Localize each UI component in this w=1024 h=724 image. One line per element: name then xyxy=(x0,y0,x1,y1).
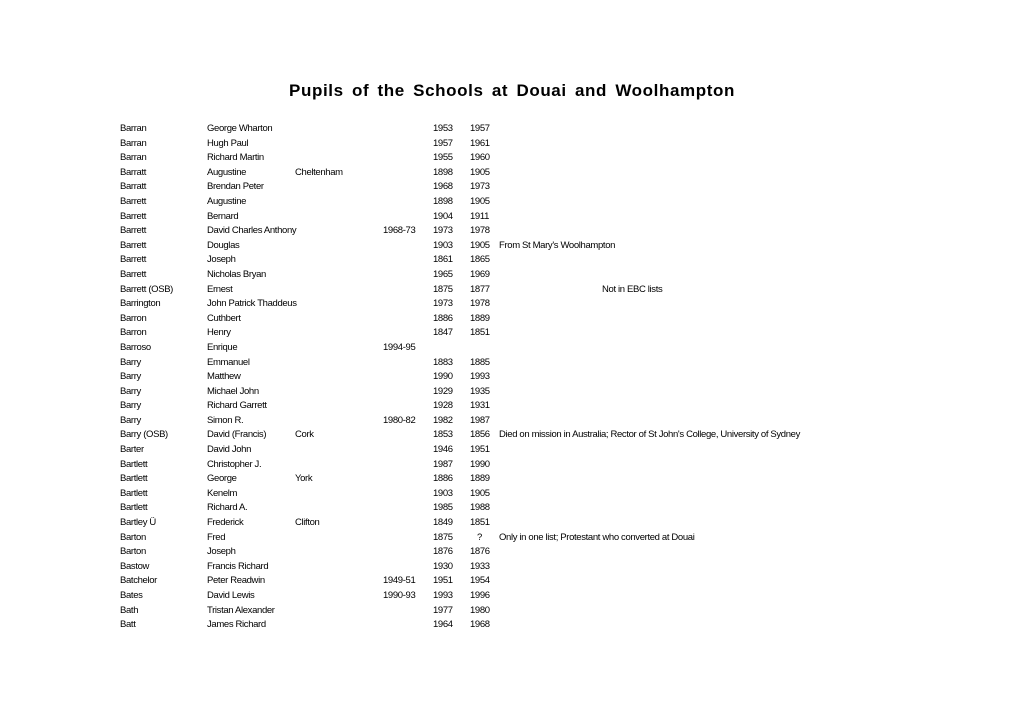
note-cell: Only in one list; Protestant who converted at Douai xyxy=(499,531,695,543)
first-names-cell: Emmanuel xyxy=(207,356,250,368)
leaving-year-cell: 1990 xyxy=(470,458,490,470)
leaving-year-cell: 1905 xyxy=(470,487,490,499)
surname-cell: Bartlett xyxy=(120,502,148,514)
surname-cell: Barrett xyxy=(120,210,147,222)
surname-cell: Barter xyxy=(120,444,144,456)
first-names-cell: David Lewis xyxy=(207,590,255,601)
leaving-year-cell: 1969 xyxy=(470,268,490,280)
surname-cell: Barrington xyxy=(120,298,161,310)
prep-years-cell: 1949-51 xyxy=(383,575,416,587)
leaving-year-cell: 1905 xyxy=(470,239,490,251)
first-names-cell: Peter Readwin xyxy=(207,575,265,587)
prep-years-cell: 1980-82 xyxy=(383,414,416,426)
surname-cell: Barran xyxy=(120,137,147,149)
entry-year-cell: 1898 xyxy=(433,195,453,207)
leaving-year-cell: 1905 xyxy=(470,166,490,178)
page-title: Pupils of the Schools at Douai and Woolhampton xyxy=(289,81,735,100)
first-names-cell: Brendan Peter xyxy=(207,181,264,193)
first-names-cell: David John xyxy=(207,444,252,456)
leaving-year-cell: 1987 xyxy=(470,414,490,426)
entry-year-cell: 1977 xyxy=(433,604,453,616)
surname-cell: Barran xyxy=(120,123,147,134)
leaving-year-cell: 1961 xyxy=(470,137,490,149)
first-names-cell: Richard Garrett xyxy=(207,400,267,412)
surname-cell: Barry xyxy=(120,414,141,426)
surname-cell: Barratt xyxy=(120,166,147,178)
entry-year-cell: 1861 xyxy=(433,254,453,266)
entry-year-cell: 1886 xyxy=(433,473,453,485)
surname-cell: Barrett xyxy=(120,239,147,251)
leaving-year-cell: 1951 xyxy=(470,444,490,456)
first-names-cell: Christopher J. xyxy=(207,458,262,470)
first-names-cell: Joseph xyxy=(207,546,236,558)
entry-year-cell: 1849 xyxy=(433,517,453,529)
leaving-year-cell: 1905 xyxy=(470,195,490,207)
entry-year-cell: 1985 xyxy=(433,502,453,514)
first-names-cell: Douglas xyxy=(207,239,240,251)
town-cell: Clifton xyxy=(295,517,320,529)
leaving-year-cell: 1876 xyxy=(470,546,490,558)
entry-year-cell: 1957 xyxy=(433,137,453,149)
surname-cell: Barroso xyxy=(120,341,151,353)
first-names-cell: James Richard xyxy=(207,619,266,631)
entry-year-cell: 1904 xyxy=(433,210,453,222)
first-names-cell: Fred xyxy=(207,531,226,543)
leaving-year-cell: 1993 xyxy=(470,371,490,383)
leaving-year-cell: 1877 xyxy=(470,283,490,295)
surname-cell: Barrett (OSB) xyxy=(120,283,173,295)
first-names-cell: Enrique xyxy=(207,341,238,353)
surname-cell: Barry (OSB) xyxy=(120,429,168,441)
leaving-year-cell: 1931 xyxy=(470,400,490,412)
surname-cell: Bath xyxy=(120,604,139,616)
surname-cell: Barron xyxy=(120,312,147,324)
first-names-cell: Nicholas Bryan xyxy=(207,268,266,280)
surname-cell: Barron xyxy=(120,327,147,339)
first-names-cell: Simon R. xyxy=(207,414,244,426)
entry-year-cell: 1990 xyxy=(433,371,453,383)
prep-years-cell: 1990-93 xyxy=(383,590,416,601)
surname-cell: Barratt xyxy=(120,181,147,193)
entry-year-cell: 1875 xyxy=(433,531,453,543)
surname-cell: Batchelor xyxy=(120,575,157,587)
first-names-cell: Matthew xyxy=(207,371,241,383)
first-names-cell: John Patrick Thaddeus xyxy=(207,298,297,310)
entry-year-cell: 1987 xyxy=(433,458,453,470)
entry-year-cell: 1951 xyxy=(433,575,453,587)
leaving-year-cell: 1996 xyxy=(470,590,490,601)
entry-year-cell: 1883 xyxy=(433,356,453,368)
leaving-year-cell: ? xyxy=(477,531,482,543)
surname-cell: Barran xyxy=(120,152,147,164)
surname-cell: Barrett xyxy=(120,195,147,207)
leaving-year-cell: 1980 xyxy=(470,604,490,616)
surname-cell: Barry xyxy=(120,371,141,383)
first-names-cell: Bernard xyxy=(207,210,239,222)
leaving-year-cell: 1968 xyxy=(470,619,490,631)
surname-cell: Barrett xyxy=(120,225,147,237)
entry-year-cell: 1929 xyxy=(433,385,453,397)
first-names-cell: Richard Martin xyxy=(207,152,264,164)
leaving-year-cell: 1957 xyxy=(470,123,490,134)
entry-year-cell: 1964 xyxy=(433,619,453,631)
first-names-cell: David (Francis) xyxy=(207,429,267,441)
entry-year-cell: 1930 xyxy=(433,560,453,572)
first-names-cell: Frederick xyxy=(207,517,244,529)
entry-year-cell: 1875 xyxy=(433,283,453,295)
entry-year-cell: 1953 xyxy=(433,123,453,134)
first-names-cell: Henry xyxy=(207,327,231,339)
note-cell: From St Mary's Woolhampton xyxy=(499,239,616,251)
prep-years-cell: 1968-73 xyxy=(383,225,416,237)
surname-cell: Bartlett xyxy=(120,458,148,470)
first-names-cell: Richard A. xyxy=(207,502,248,514)
leaving-year-cell: 1911 xyxy=(470,210,490,222)
first-names-cell: Augustine xyxy=(207,195,247,207)
note-cell: Not in EBC lists xyxy=(602,283,663,295)
surname-cell: Bartlett xyxy=(120,487,148,499)
entry-year-cell: 1973 xyxy=(433,298,453,310)
leaving-year-cell: 1856 xyxy=(470,429,490,441)
first-names-cell: Kenelm xyxy=(207,487,238,499)
surname-cell: Bartlett xyxy=(120,473,148,485)
first-names-cell: Cuthbert xyxy=(207,312,241,324)
first-names-cell: Hugh Paul xyxy=(207,137,249,149)
surname-cell: Bartley Ü xyxy=(120,517,156,529)
leaving-year-cell: 1978 xyxy=(470,225,490,237)
surname-cell: Barrett xyxy=(120,268,147,280)
entry-year-cell: 1946 xyxy=(433,444,453,456)
town-cell: York xyxy=(295,473,313,485)
surname-cell: Bates xyxy=(120,590,143,601)
surname-cell: Batt xyxy=(120,619,136,631)
entry-year-cell: 1876 xyxy=(433,546,453,558)
leaving-year-cell: 1978 xyxy=(470,298,490,310)
leaving-year-cell: 1851 xyxy=(470,517,490,529)
surname-cell: Barton xyxy=(120,531,146,543)
leaving-year-cell: 1851 xyxy=(470,327,490,339)
entry-year-cell: 1993 xyxy=(433,590,453,601)
surname-cell: Barrett xyxy=(120,254,147,266)
first-names-cell: Tristan Alexander xyxy=(207,604,275,616)
leaving-year-cell: 1933 xyxy=(470,560,490,572)
note-cell: Died on mission in Australia; Rector of St John's College, University of Sydney xyxy=(499,429,801,441)
first-names-cell: George xyxy=(207,473,237,485)
entry-year-cell: 1928 xyxy=(433,400,453,412)
entry-year-cell: 1973 xyxy=(433,225,453,237)
leaving-year-cell: 1889 xyxy=(470,312,490,324)
entry-year-cell: 1965 xyxy=(433,268,453,280)
first-names-cell: George Wharton xyxy=(207,123,273,134)
town-cell: Cheltenham xyxy=(295,166,343,178)
leaving-year-cell: 1935 xyxy=(470,385,490,397)
entry-year-cell: 1955 xyxy=(433,152,453,164)
leaving-year-cell: 1889 xyxy=(470,473,490,485)
surname-cell: Barry xyxy=(120,400,141,412)
prep-years-cell: 1994-95 xyxy=(383,341,416,353)
entry-year-cell: 1982 xyxy=(433,414,453,426)
leaving-year-cell: 1885 xyxy=(470,356,490,368)
entry-year-cell: 1898 xyxy=(433,166,453,178)
first-names-cell: Ernest xyxy=(207,283,233,295)
entry-year-cell: 1847 xyxy=(433,327,453,339)
leaving-year-cell: 1960 xyxy=(470,152,490,164)
surname-cell: Bastow xyxy=(120,560,150,572)
entry-year-cell: 1853 xyxy=(433,429,453,441)
entry-year-cell: 1903 xyxy=(433,239,453,251)
entry-year-cell: 1968 xyxy=(433,181,453,193)
surname-cell: Barry xyxy=(120,385,141,397)
leaving-year-cell: 1973 xyxy=(470,181,490,193)
entry-year-cell: 1886 xyxy=(433,312,453,324)
first-names-cell: Michael John xyxy=(207,385,259,397)
surname-cell: Barton xyxy=(120,546,146,558)
leaving-year-cell: 1865 xyxy=(470,254,490,266)
first-names-cell: Francis Richard xyxy=(207,560,269,572)
leaving-year-cell: 1954 xyxy=(470,575,490,587)
town-cell: Cork xyxy=(295,429,314,441)
entry-year-cell: 1903 xyxy=(433,487,453,499)
first-names-cell: Augustine xyxy=(207,166,247,178)
surname-cell: Barry xyxy=(120,356,141,368)
leaving-year-cell: 1988 xyxy=(470,502,490,514)
first-names-cell: David Charles Anthony xyxy=(207,225,297,237)
first-names-cell: Joseph xyxy=(207,254,236,266)
